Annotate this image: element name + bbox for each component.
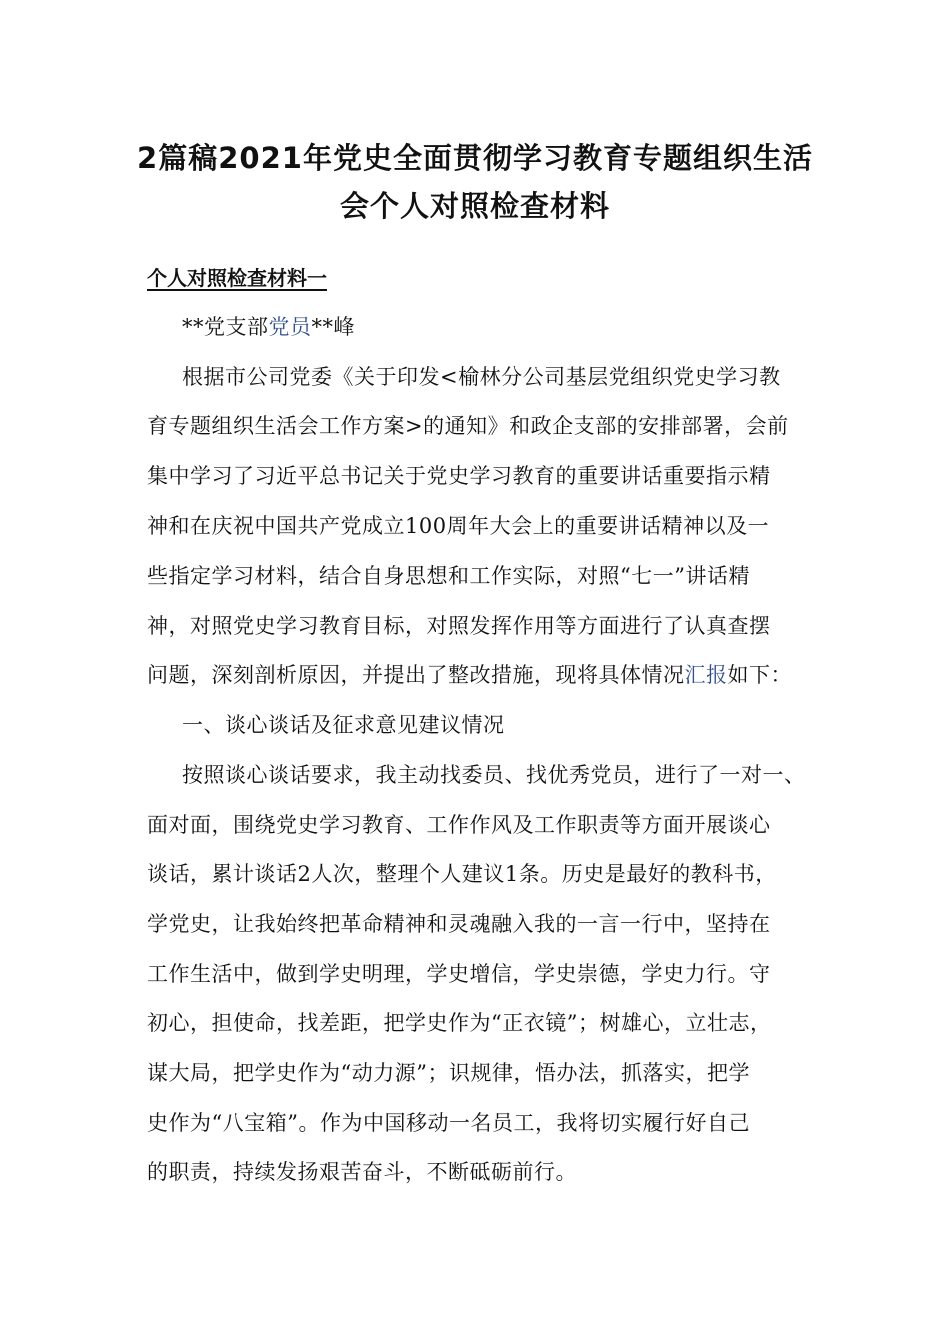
paragraph-line: 史作为“八宝箱”。作为中国移动一名员工，我将切实履行好自己 — [147, 1111, 750, 1135]
document-title-line-1: 2篇稿2021年党史全面贯彻学习教育专题组织生活 — [137, 141, 813, 175]
report-link[interactable]: 汇报 — [684, 663, 728, 687]
paragraph-line — [147, 661, 792, 689]
paragraph-line: 育专题组织生活会工作方案>的通知》和政企支部的安排部署，会前 — [147, 414, 789, 438]
paragraph-line: 集中学习了习近平总书记关于党史学习教育的重要讲话重要指示精 — [147, 464, 771, 488]
paragraph-line: 学党史，让我始终把革命精神和灵魂融入我的一言一行中，坚持在 — [147, 912, 771, 936]
paragraph-line: 些指定学习材料，结合自身思想和工作实际，对照“七一”讲话精 — [147, 564, 750, 588]
author-prefix: **党支部 — [182, 315, 269, 339]
paragraph-line: 面对面，围绕党史学习教育、工作作风及工作职责等方面开展谈心 — [147, 813, 771, 837]
paragraph-line: 神和在庆祝中国共产党成立100周年大会上的重要讲话精神以及一 — [147, 514, 770, 538]
document-title-line-2: 会个人对照检查材料 — [339, 189, 610, 223]
section-heading: 个人对照检查材料一 — [147, 266, 327, 290]
paragraph-line: 初心，担使命，找差距，把学史作为“正衣镜”；树雄心，立壮志， — [147, 1011, 772, 1035]
paragraph-line: 的职责，持续发扬艰苦奋斗，不断砥砺前行。 — [147, 1160, 577, 1184]
paragraph-line: 工作生活中，做到学史明理，学史增信，学史崇德，学史力行。守 — [147, 962, 771, 986]
author-suffix: **峰 — [311, 315, 355, 339]
paragraph-line: 根据市公司党委《关于印发<榆林分公司基层党组织党史学习教 — [182, 365, 781, 389]
paragraph-line: 谋大局，把学史作为“动力源”；识规律，悟办法，抓落实，把学 — [147, 1061, 750, 1085]
paragraph-text: 如下： — [727, 663, 792, 687]
paragraph-text: 问题，深刻剖析原因，并提出了整改措施，现将具体情况 — [147, 663, 685, 687]
subheading: 一、谈心谈话及征求意见建议情况 — [182, 713, 505, 737]
author-line — [182, 313, 355, 341]
paragraph-line: 按照谈心谈话要求，我主动找委员、找优秀党员，进行了一对一、 — [182, 763, 806, 787]
author-role-link[interactable]: 党员 — [268, 315, 312, 339]
paragraph-line: 谈话，累计谈话2人次，整理个人建议1条。历史是最好的教科书， — [147, 862, 777, 886]
paragraph-line: 神，对照党史学习教育目标，对照发挥作用等方面进行了认真查摆 — [147, 614, 771, 638]
